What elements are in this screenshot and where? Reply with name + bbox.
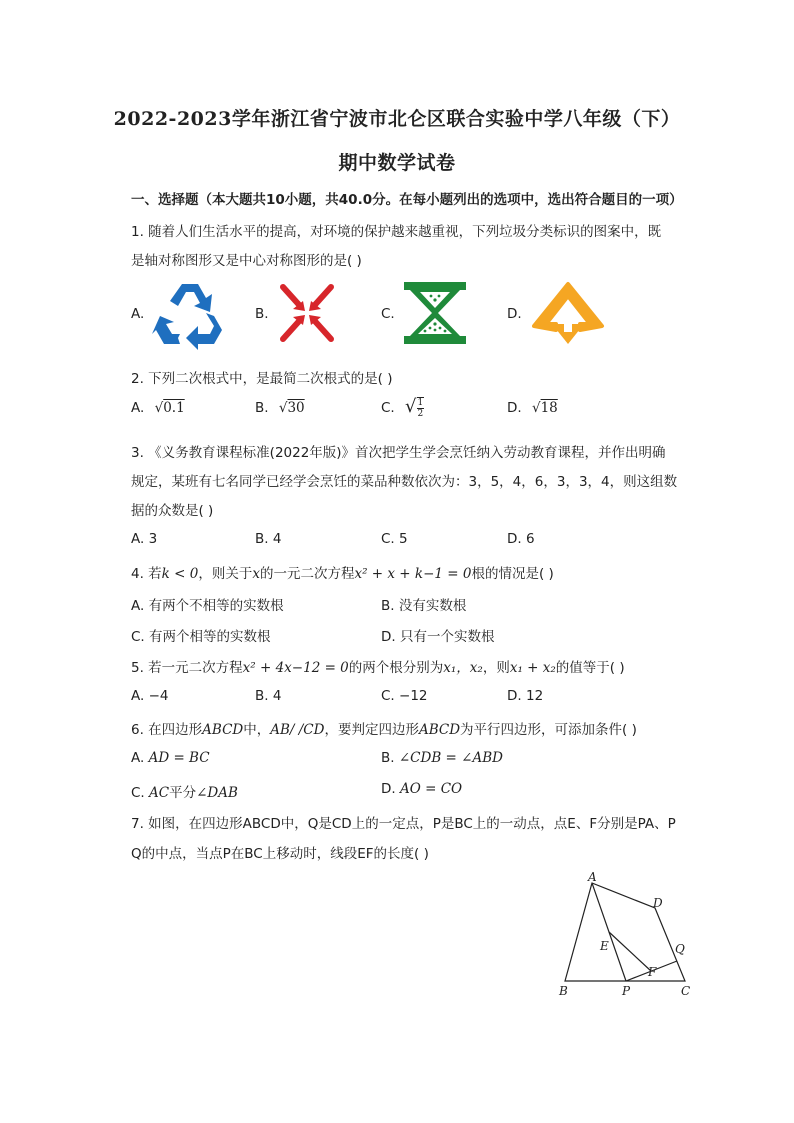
q4-option-b: B. 没有实数根 (381, 598, 467, 614)
q2-option-a-radicand: 0.1 (163, 400, 185, 416)
q6-option-b-label: B. (381, 750, 395, 766)
q2-option-b-radicand: 30 (287, 400, 305, 416)
q4-option-a: A. 有两个不相等的实数根 (131, 598, 284, 614)
q3-option-d: D. 6 (507, 531, 535, 547)
q6-option-b (381, 750, 503, 766)
q5-option-a: A. −4 (131, 688, 169, 704)
q5-text-2: 的两个根分别为 (348, 660, 444, 676)
q4-text-1: 4. 若 (131, 566, 162, 582)
q4-option-d: D. 只有一个实数根 (381, 629, 495, 645)
q4-text-2: ，则关于 (198, 566, 253, 582)
q6-stem (131, 718, 637, 738)
q4-condition: k < 0 (161, 566, 199, 582)
q1-option-d-label: D. (507, 306, 522, 322)
hourglass-icon (402, 280, 468, 346)
q6-option-a (131, 750, 210, 766)
q6-shape-2: ABCD (418, 722, 461, 738)
q5-equation: x² + 4x−12 = 0 (242, 660, 349, 676)
q2-option-c-label: C. (381, 400, 395, 416)
q3-option-b: B. 4 (255, 531, 282, 547)
q2-option-a-label: A. (131, 400, 145, 416)
label-c: C (681, 984, 691, 998)
q6-option-c-label: C. (131, 785, 145, 801)
q6-option-a-text: AD = BC (148, 750, 210, 766)
label-a: A (588, 870, 597, 884)
q2-option-b-label: B. (255, 400, 269, 416)
triangle-arrow-icon (530, 280, 606, 350)
section-heading: 一、选择题（本大题共10小题，共40.0分。在每小题列出的选项中，选出符合题目的一项） (131, 192, 683, 208)
q2-option-c: C. √ $\frac{1}{2}$ (381, 396, 424, 419)
q6-option-d-label: D. (381, 781, 396, 797)
q2-option-a: A. √0.1 (131, 400, 185, 416)
q3-line3: 据的众数是( ) (131, 503, 214, 519)
q3-option-a: A. 3 (131, 531, 158, 547)
q7-line2: Q的中点，当点P在BC上移动时，线段EF的长度( ) (131, 846, 429, 862)
q6-text-2: 中， (243, 722, 271, 738)
q2-option-d: D. √18 (507, 400, 558, 416)
q6-option-c-word: 平分 (169, 785, 197, 801)
q6-shape: ABCD (202, 722, 244, 738)
q5-option-c: C. −12 (381, 688, 428, 704)
q5-text-1: 5. 若一元二次方程 (131, 660, 243, 676)
q4-equation: x² + x + k−1 = 0 (354, 566, 472, 582)
q2-stem: 2. 下列二次根式中，是最简二次根式的是( ) (131, 371, 393, 387)
exam-title-line1: 2022-2023学年浙江省宁波市北仑区联合实验中学八年级（下） (113, 108, 681, 130)
q6-option-b-text: ∠CDB = ∠ABD (398, 750, 503, 766)
q1-option-c-label: C. (381, 306, 395, 322)
q6-option-c-segment: AC (149, 785, 170, 801)
q6-option-c (131, 781, 238, 801)
recycle-icon (152, 278, 228, 350)
q4-option-c: C. 有两个相等的实数根 (131, 629, 271, 645)
q4-text-3: 的一元二次方程 (259, 566, 355, 582)
quadrilateral-figure (550, 868, 700, 1003)
q5-roots: x₁，x₂ (443, 660, 483, 676)
q6-option-c-angle: ∠DAB (196, 785, 238, 801)
q2-option-c-denominator: 2 (417, 409, 424, 419)
q3-line2: 规定，某班有七名同学已经学会烹饪的菜品种数依次为：3，5，4，6，3，3，4，则这组数 (131, 474, 678, 490)
q6-option-d-text: AO = CO (399, 781, 463, 797)
q3-line1: 3. 《义务教育课程标准(2022年版)》首次把学生学会烹饪纳入劳动教育课程，并作出明确 (131, 445, 666, 461)
q2-option-d-radicand: 18 (540, 400, 558, 416)
q6-parallel: AB/ /CD (270, 722, 325, 738)
label-p: P (622, 984, 631, 998)
q1-option-b-label: B. (255, 306, 269, 322)
q4-stem (131, 562, 554, 582)
q6-text-4: 为平行四边形，可添加条件( ) (460, 722, 637, 738)
quadrilateral-abcd (565, 883, 685, 981)
q5-option-d: D. 12 (507, 688, 544, 704)
q2-option-d-label: D. (507, 400, 522, 416)
q5-text-4: 的值等于( ) (555, 660, 625, 676)
exam-title-line2: 期中数学试卷 (338, 152, 456, 174)
q4-variable: x (252, 566, 260, 582)
q1-option-a-label: A. (131, 306, 145, 322)
q1-line2: 是轴对称图形又是中心对称图形的是( ) (131, 253, 362, 269)
q2-option-b: B. √30 (255, 400, 305, 416)
label-d: D (653, 896, 663, 910)
q5-stem (131, 656, 625, 676)
q6-option-d (381, 781, 462, 797)
q6-text-1: 6. 在四边形 (131, 722, 203, 738)
label-q: Q (675, 942, 685, 956)
label-f: F (648, 965, 657, 979)
q3-option-c: C. 5 (381, 531, 408, 547)
arrows-inward-icon (277, 281, 337, 345)
q6-option-a-label: A. (131, 750, 145, 766)
label-e: E (600, 939, 609, 953)
q6-text-3: ，要判定四边形 (324, 722, 419, 738)
label-b: B (559, 984, 568, 998)
q5-sum: x₁ + x₂ (509, 660, 556, 676)
q5-text-3: ，则 (482, 660, 510, 676)
q4-text-4: 根的情况是( ) (471, 566, 554, 582)
q5-option-b: B. 4 (255, 688, 282, 704)
q2-option-c-numerator: 1 (417, 398, 424, 408)
q1-line1: 1. 随着人们生活水平的提高，对环境的保护越来越重视，下列垃圾分类标识的图案中，既 (131, 224, 662, 240)
q7-line1: 7. 如图，在四边形ABCD中，Q是CD上的一定点，P是BC上的一动点，点E、F分别是PA、P (131, 816, 676, 832)
